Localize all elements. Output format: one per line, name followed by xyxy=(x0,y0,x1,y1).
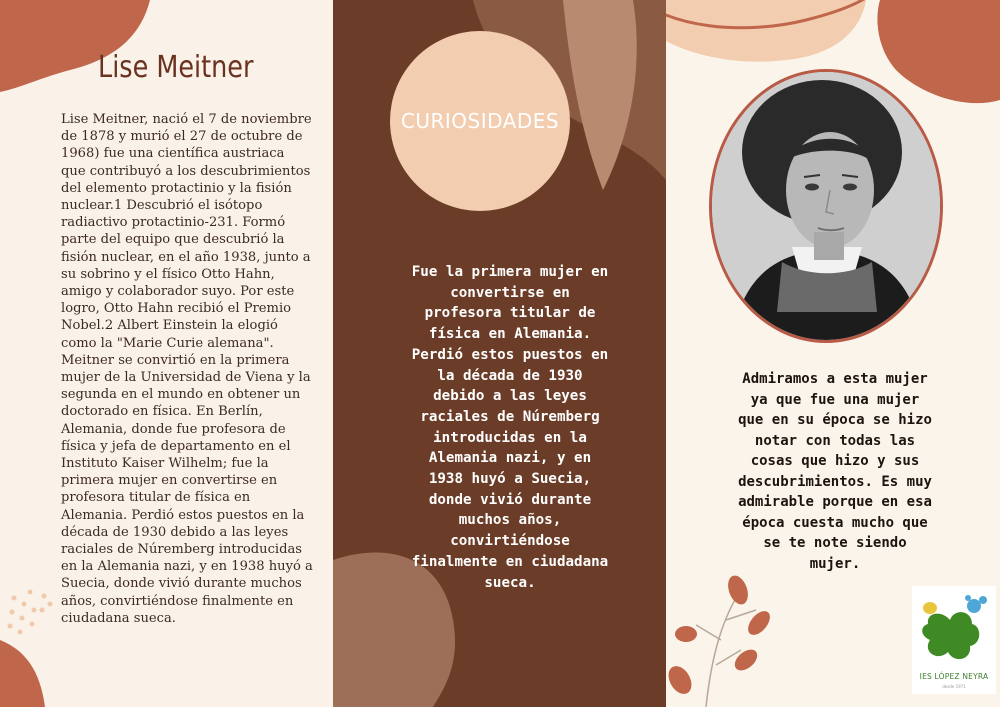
left-panel xyxy=(0,0,333,707)
woman-portrait-illustration xyxy=(712,72,940,340)
section-heading: CURIOSIDADES xyxy=(400,109,560,133)
page-title: Lise Meitner xyxy=(98,50,254,85)
curiosidades-circle xyxy=(390,31,570,211)
school-subtext: desde 1971 xyxy=(942,684,966,689)
portrait-photo xyxy=(709,69,943,343)
school-name: IES LÓPEZ NEYRA xyxy=(919,672,989,681)
admiration-text: Admiramos a esta mujer ya que fue una mujer que en su época se hizo notar con todas las cosas que hizo y sus descubrimientos. Es muy admirable porque en esa época cuesta mucho que se te note siendo mujer. xyxy=(738,371,932,572)
biography-text: Lise Meitner, nació el 7 de noviembre de 1878 y murió el 27 de octubre de 1968) fue una científica austriaca que contribuyó a los descubrimientos del elemento protactinio y la fisión nuclear.1 Descubrió el isótopo radiactivo protactinio-231. Formó parte del equipo que descubrió la fisión nuclear, en el año 1938, junto a su sobrino y el físico Otto Hahn, amigo y colaborador suyo. Por este logro, Otto Hahn recibió el Premio Nobel.2 Albert Einstein la elogió como la "Marie Curie alemana". Meitner se convirtió en la primera mujer de la Universidad de Viena y la segunda en el mundo en obtener un doctorado en física. En Berlín, Alemania, donde fue profesora de física y jefa de departamento en el Instituto Kaiser Wilhelm; fue la primera mujer en convertirse en profesora titular de física en Alemania. Perdió estos puestos en la década de 1930 debido a las leyes raciales de Núremberg introducidas en la Alemania nazi, y en 1938 huyó a Suecia, donde vivió durante muchos años, convirtiéndose finalmente en ciudadana sueca. xyxy=(61,112,313,626)
curiosidades-text: Fue la primera mujer en convertirse en profesora titular de física en Alemania. Perdió estos puestos en la década de 1930 debido a las leyes raciales de Núremberg introducidas en la Alemania nazi, y en 1938 huyó a Suecia, donde vivió durante muchos años, convirtiéndose finalmente en ciudadana sueca. xyxy=(411,264,609,591)
school-logo-icon xyxy=(920,594,988,666)
school-logo xyxy=(912,586,996,694)
